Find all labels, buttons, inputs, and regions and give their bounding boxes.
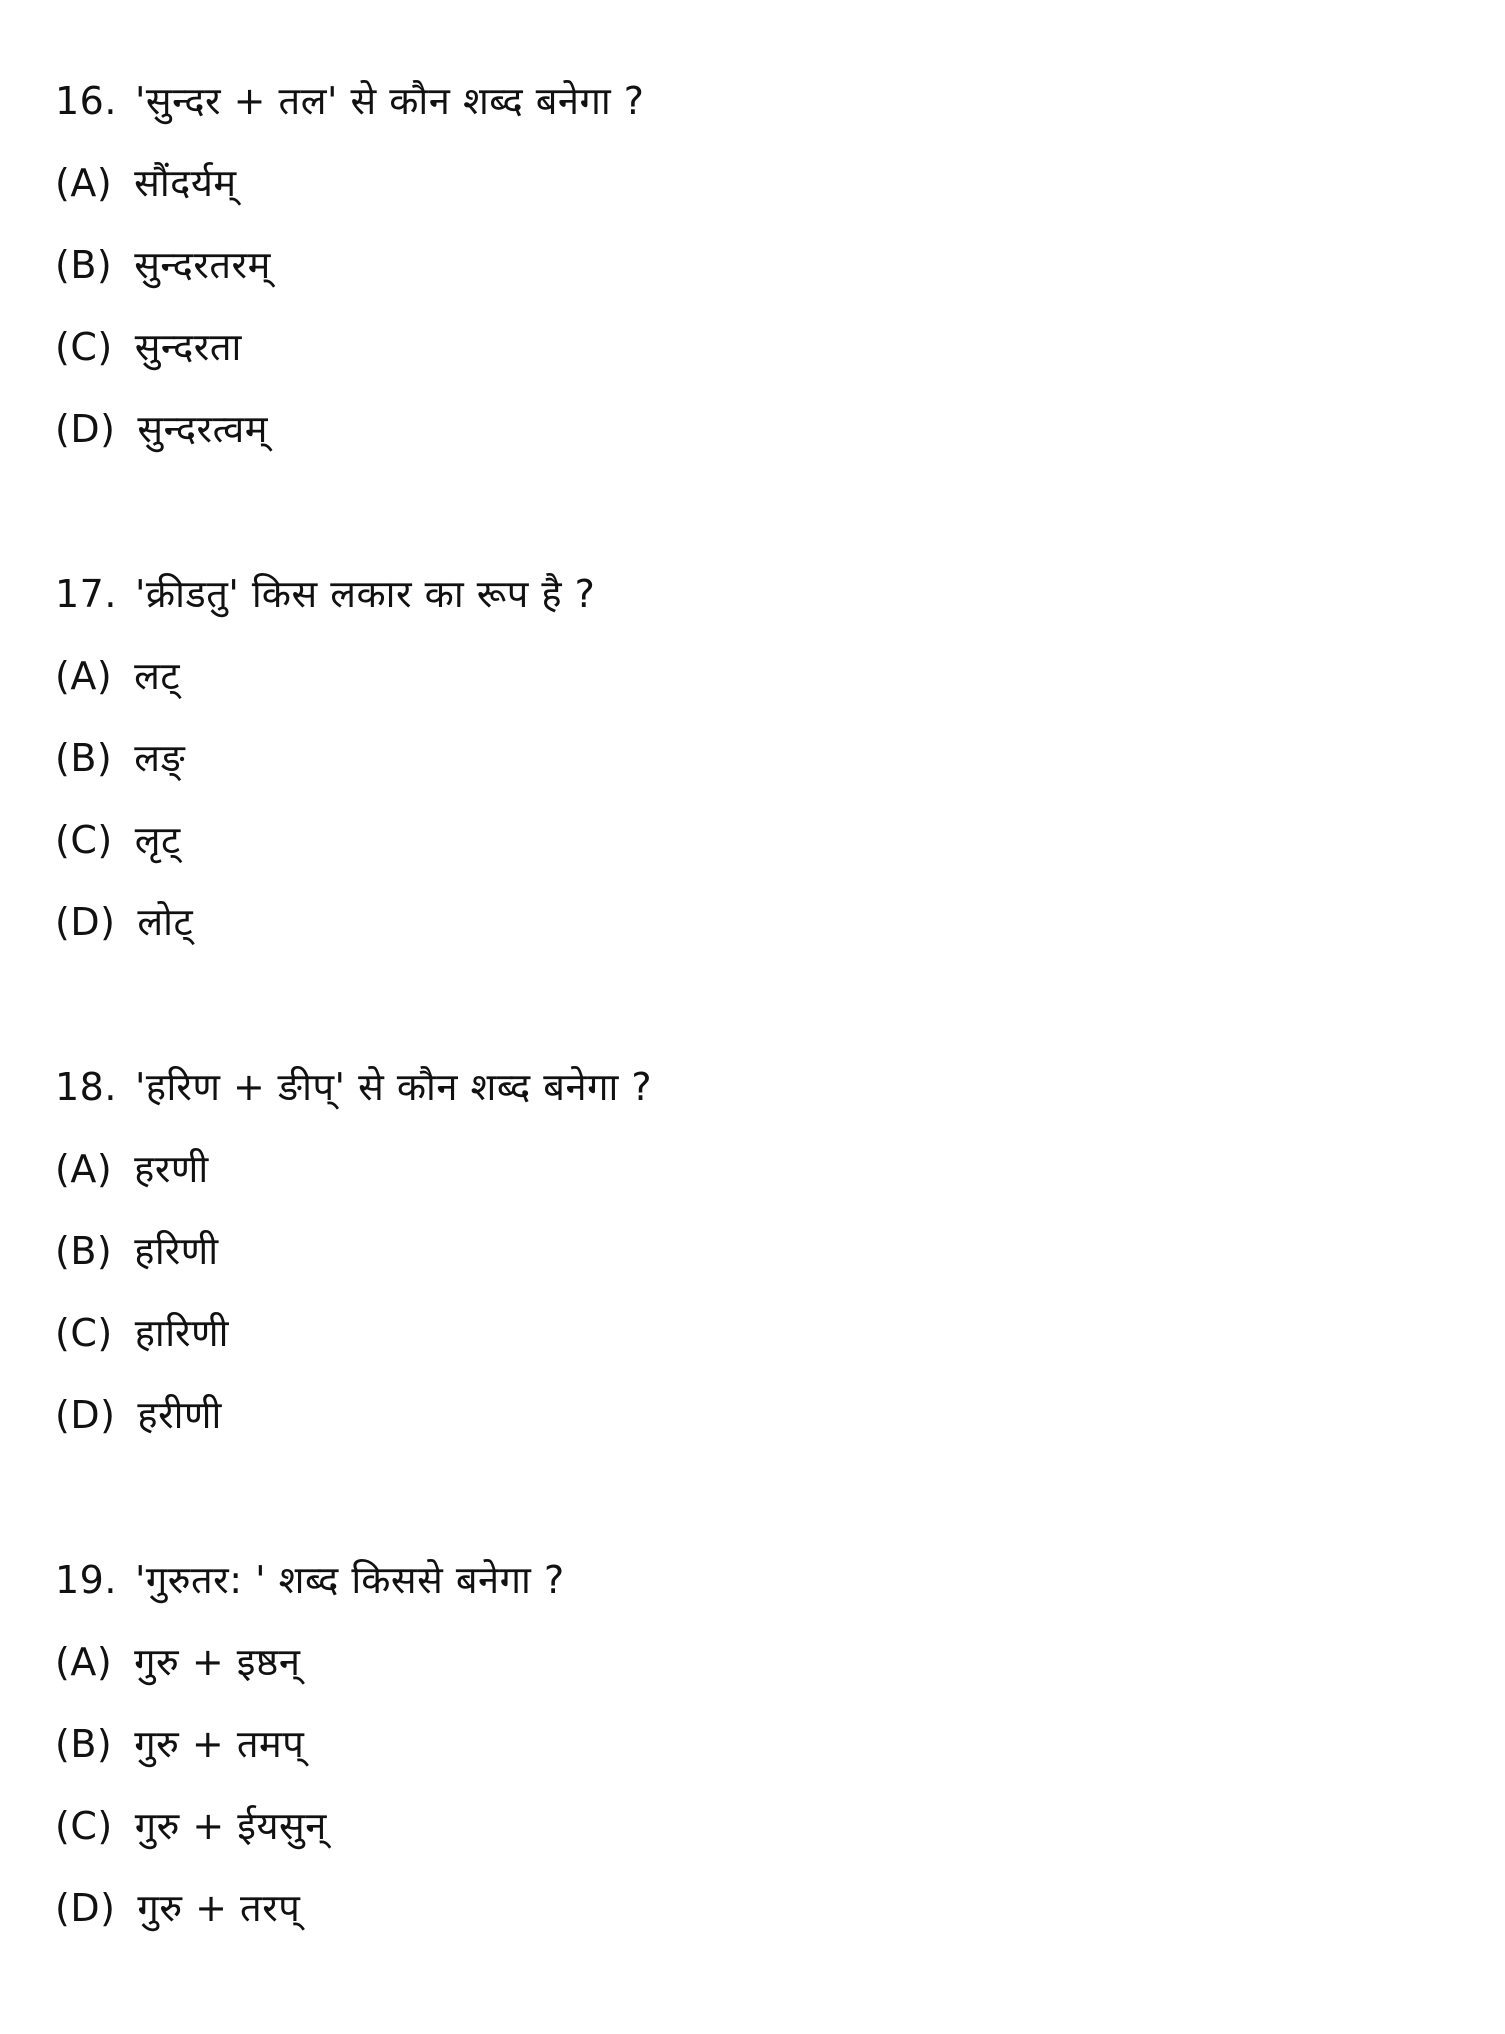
option-c — [55, 1785, 1455, 1867]
option-label: (B) — [55, 1229, 113, 1273]
question-19 — [55, 1539, 1455, 1949]
option-b — [55, 717, 1455, 799]
option-c — [55, 306, 1455, 388]
option-d — [55, 388, 1455, 470]
option-label: (A) — [55, 1147, 113, 1191]
option-label: (B) — [55, 1722, 113, 1766]
option-text: हरिणी — [134, 1229, 219, 1273]
option-label: (C) — [55, 325, 113, 369]
option-b — [55, 224, 1455, 306]
question-number: 18. — [55, 1065, 117, 1109]
option-text: गुरु + ईयसुन् — [134, 1804, 327, 1848]
option-a — [55, 1621, 1455, 1703]
option-label: (D) — [55, 407, 116, 451]
question-text: 'हरिण + ङीप्' से कौन शब्द बनेगा ? — [134, 1065, 653, 1109]
option-b — [55, 1703, 1455, 1785]
question-text: 'गुरुतर: ' शब्द किससे बनेगा ? — [134, 1558, 565, 1602]
question-line — [55, 1539, 1455, 1621]
option-d — [55, 1374, 1455, 1456]
option-label: (D) — [55, 1886, 116, 1930]
option-text: गुरु + इष्ठन् — [134, 1640, 301, 1684]
question-line — [55, 553, 1455, 635]
option-text: सौंदर्यम् — [134, 161, 237, 205]
option-text: हरणी — [134, 1147, 209, 1191]
option-label: (D) — [55, 900, 116, 944]
option-d — [55, 881, 1455, 963]
option-text: लृट् — [134, 818, 181, 862]
question-17 — [55, 553, 1455, 963]
option-text: लङ् — [134, 736, 186, 780]
option-text: लट् — [134, 654, 181, 698]
question-number: 17. — [55, 572, 117, 616]
option-label: (B) — [55, 243, 113, 287]
option-label: (A) — [55, 1640, 113, 1684]
option-text: सुन्दरत्वम् — [137, 407, 268, 451]
option-c — [55, 1292, 1455, 1374]
question-text: 'क्रीडतु' किस लकार का रूप है ? — [134, 572, 596, 616]
question-line — [55, 60, 1455, 142]
option-text: हरीणी — [137, 1393, 222, 1437]
option-a — [55, 1128, 1455, 1210]
option-text: गुरु + तमप् — [134, 1722, 305, 1766]
option-label: (C) — [55, 1311, 113, 1355]
option-b — [55, 1210, 1455, 1292]
option-label: (C) — [55, 818, 113, 862]
question-16 — [55, 60, 1455, 470]
option-text: हारिणी — [134, 1311, 229, 1355]
option-label: (A) — [55, 654, 113, 698]
option-a — [55, 142, 1455, 224]
question-line — [55, 1046, 1455, 1128]
option-a — [55, 635, 1455, 717]
question-number: 19. — [55, 1558, 117, 1602]
question-number: 16. — [55, 79, 117, 123]
option-d — [55, 1867, 1455, 1949]
option-c — [55, 799, 1455, 881]
option-text: लोट् — [137, 900, 194, 944]
option-text: सुन्दरता — [134, 325, 242, 369]
question-text: 'सुन्दर + तल' से कौन शब्द बनेगा ? — [134, 79, 645, 123]
option-label: (B) — [55, 736, 113, 780]
question-18 — [55, 1046, 1455, 1456]
option-label: (D) — [55, 1393, 116, 1437]
option-label: (C) — [55, 1804, 113, 1848]
option-label: (A) — [55, 161, 113, 205]
option-text: सुन्दरतरम् — [134, 243, 271, 287]
option-text: गुरु + तरप् — [137, 1886, 301, 1930]
